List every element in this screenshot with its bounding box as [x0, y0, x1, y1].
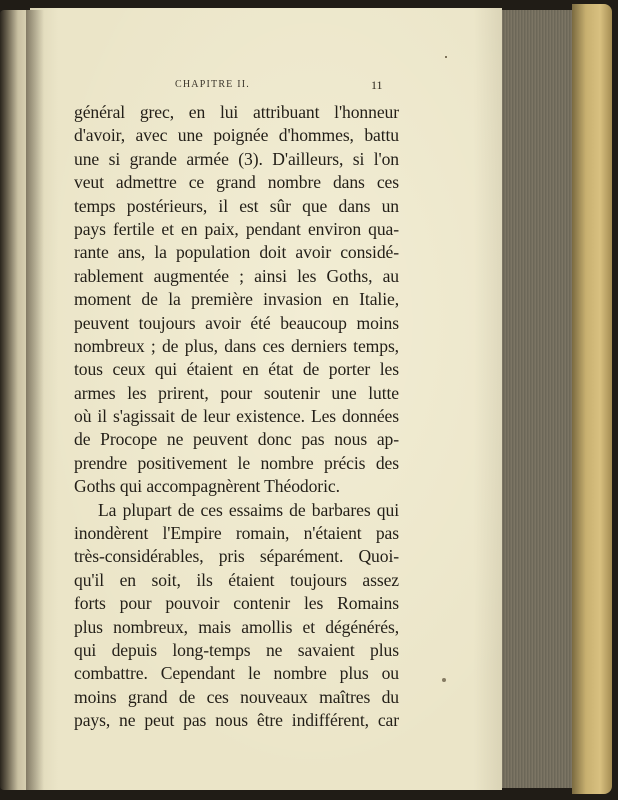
text-line: de Procope ne peuvent donc pas nous ap-	[74, 429, 399, 450]
text-line: moment de la première invasion en Italie,	[74, 289, 399, 310]
gutter-shadow	[26, 10, 44, 790]
text-line: qu'il en soit, ils étaient toujours assez	[74, 569, 399, 590]
text-line: peuvent toujours avoir été beaucoup moins	[74, 312, 399, 333]
text-line: d'avoir, avec une poignée d'hommes, battu	[74, 125, 399, 146]
text-line: où il s'agissait de leur existence. Les données	[74, 406, 399, 427]
text-line: La plupart de ces essaims de barbares qui	[98, 499, 399, 520]
text-line: veut admettre ce grand nombre dans ces	[74, 172, 399, 193]
text-line: Goths qui accompagnèrent Théodoric.	[74, 476, 340, 497]
text-line: temps postérieurs, il est sûr que dans un	[74, 195, 399, 216]
page-number: 11	[371, 78, 383, 92]
text-line: forts pour pouvoir contenir les Romains	[74, 593, 399, 614]
text-line: tous ceux qui étaient en état de porter les	[74, 359, 399, 380]
text-line: moins grand de ces nouveaux maîtres du	[74, 686, 399, 707]
text-line: une si grande armée (3). D'ailleurs, si l'on	[74, 148, 399, 169]
text-line: qui depuis long-temps ne savaient plus	[74, 639, 399, 660]
book-cover-board	[572, 4, 612, 794]
text-line: armes les prirent, pour soutenir une lutte	[74, 382, 399, 403]
text-line: pays fertile et en paix, pendant environ qua-	[74, 218, 399, 239]
text-line: pays, ne peut pas nous être indifférent, car	[74, 710, 399, 731]
running-head: CHAPITRE II.	[175, 79, 250, 90]
text-line: combattre. Cependant le nombre plus ou	[74, 663, 399, 684]
text-line: rablement augmentée ; ainsi les Goths, au	[74, 265, 399, 286]
book-fore-edge	[500, 10, 582, 788]
text-line: inondèrent l'Empire romain, n'étaient pas	[74, 523, 399, 544]
text-line: plus nombreux, mais amollis et dégénérés,	[74, 616, 399, 637]
text-line: très-considérables, pris séparément. Quoi-	[74, 546, 399, 567]
text-line: nombreux ; de plus, dans ces derniers temps,	[74, 335, 399, 356]
paper-speck	[442, 678, 446, 682]
text-line: rante ans, la population doit avoir considé-	[74, 242, 399, 263]
text-line: général grec, en lui attribuant l'honneur	[74, 102, 399, 122]
paper-speck	[445, 56, 447, 58]
body-text	[74, 101, 399, 733]
text-line: prendre positivement le nombre précis des	[74, 452, 399, 473]
